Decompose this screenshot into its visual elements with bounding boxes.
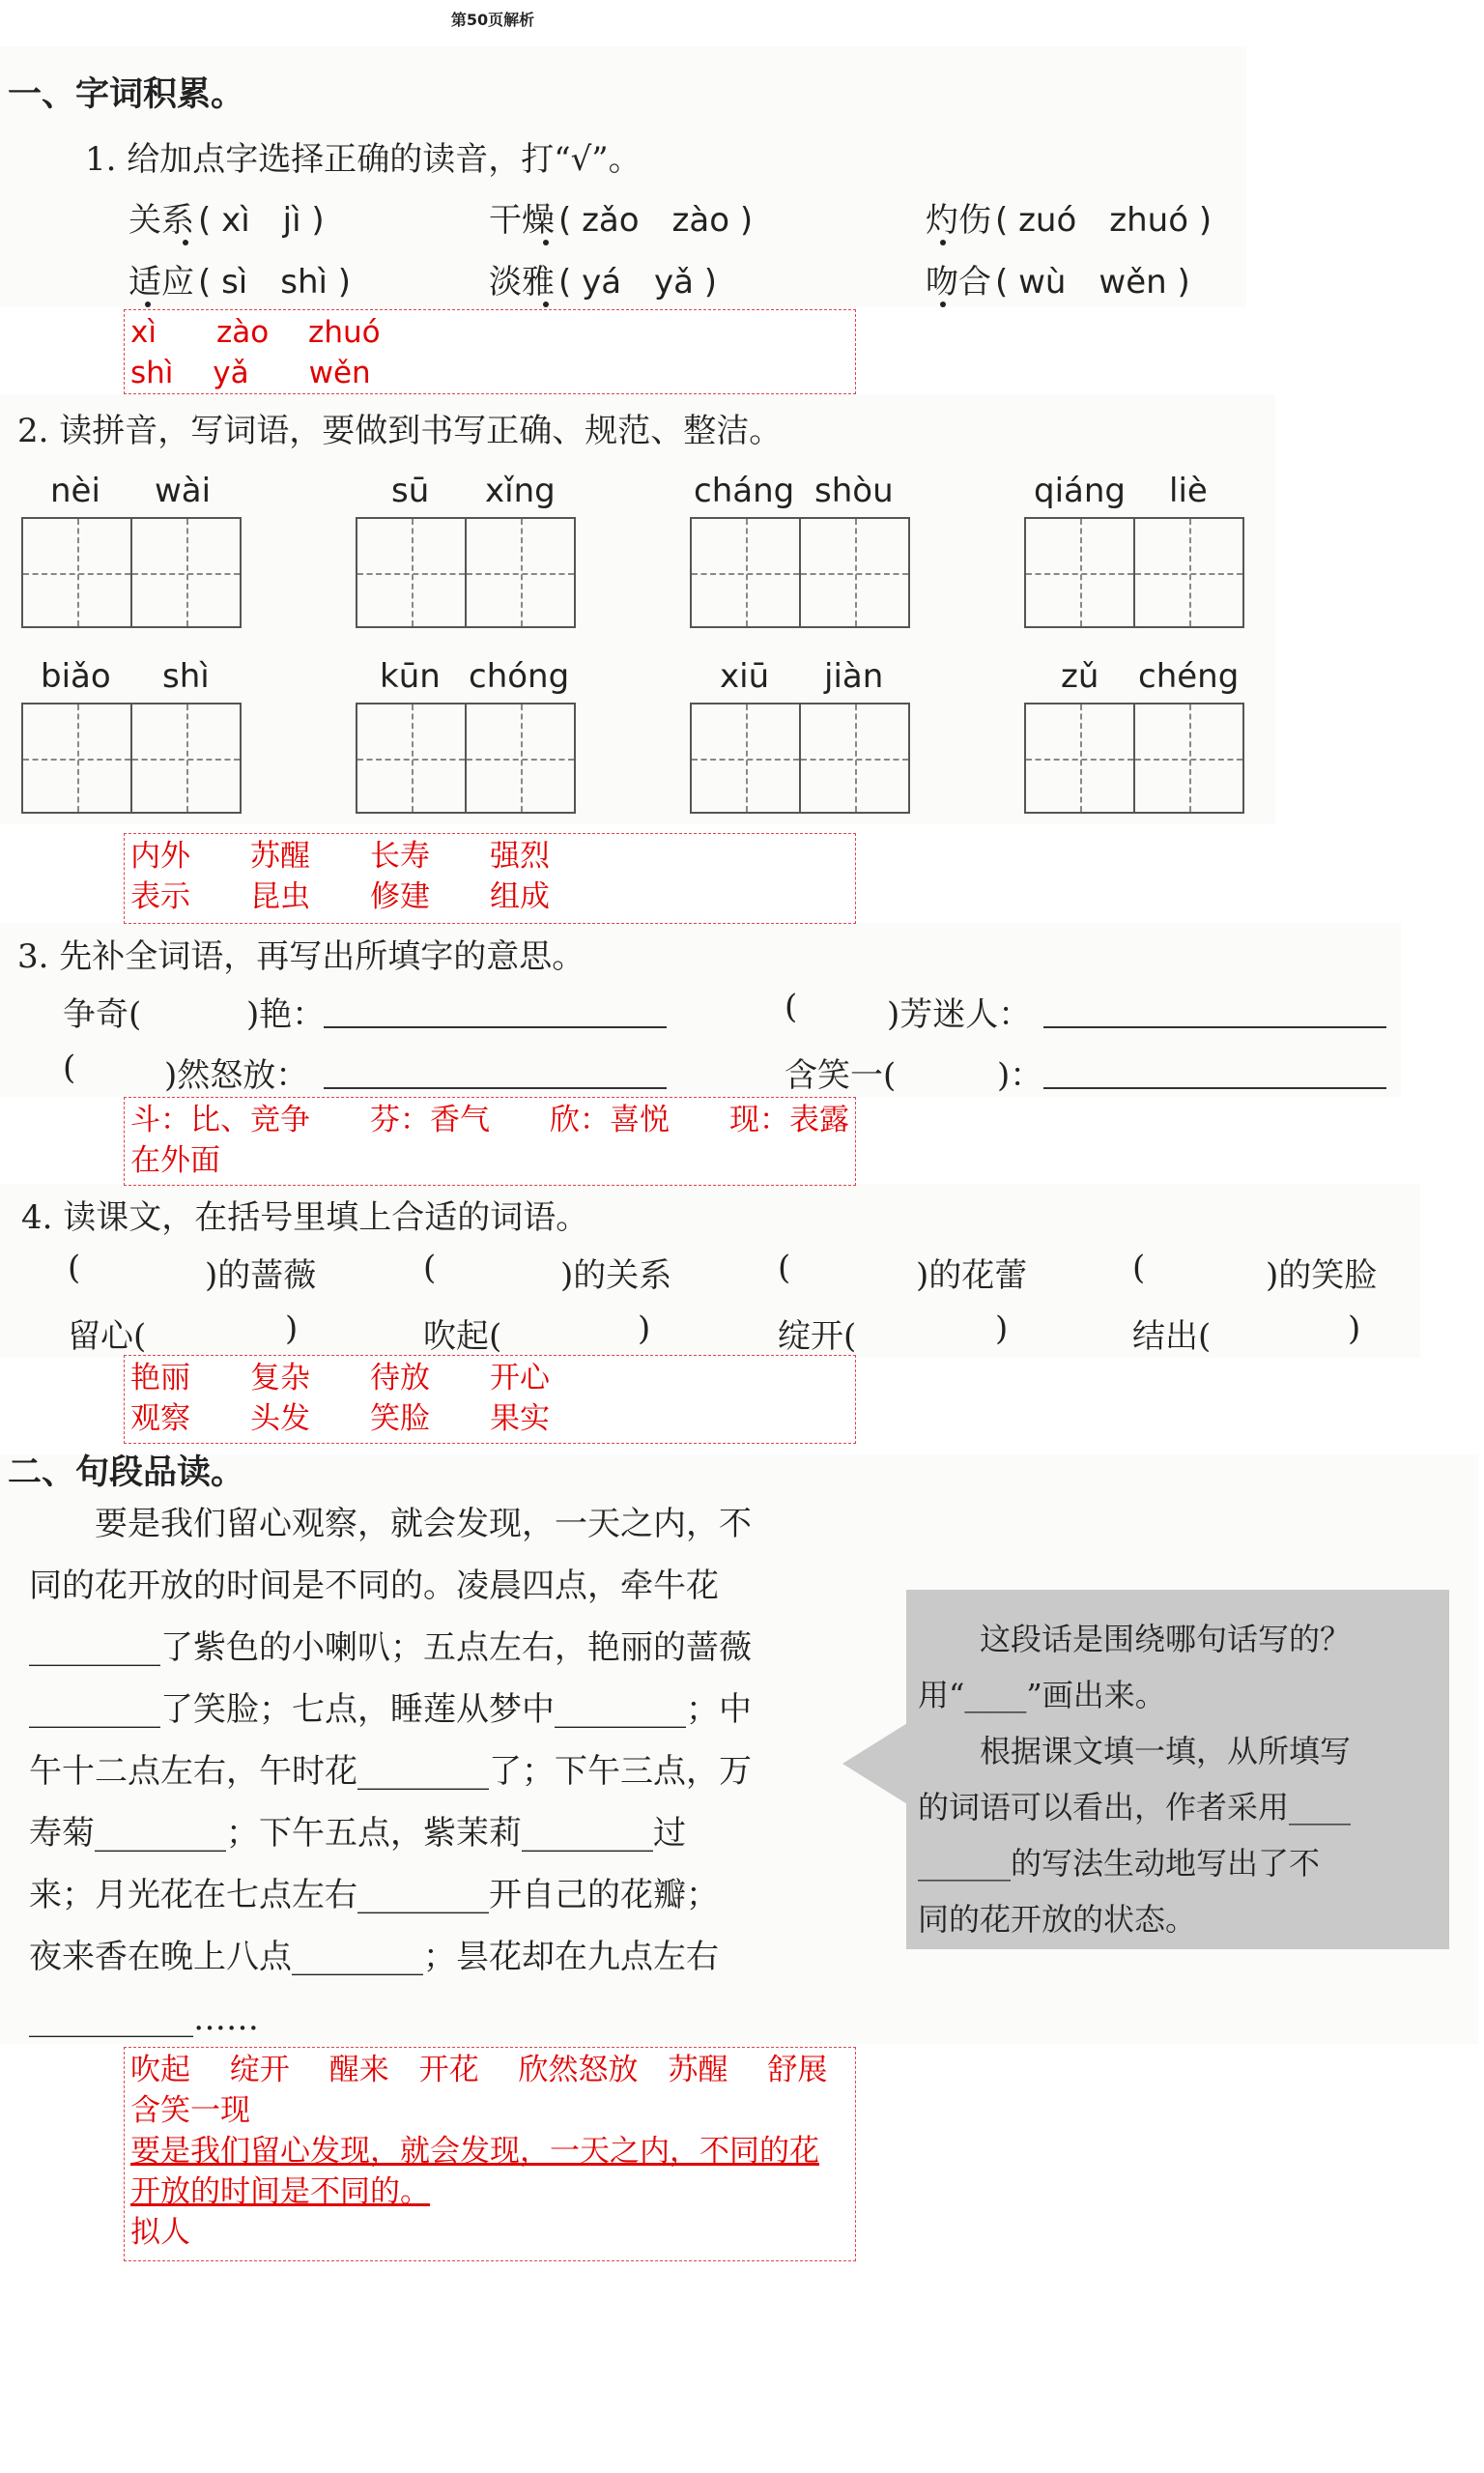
callout-line: 同的花开放的状态。 — [918, 1901, 1197, 1938]
q3-item-before: ( — [63, 1049, 76, 1087]
q4-row1-suffix: )的关系 — [560, 1256, 672, 1295]
q4-answer-box — [124, 1355, 856, 1444]
q3-item-before: ( — [785, 988, 798, 1026]
writing-box[interactable] — [465, 517, 576, 628]
passage-line: __________…… — [29, 1999, 259, 2038]
callout-line: 这段话是围绕哪句话写的？ — [918, 1621, 1352, 1657]
pinyin-label: nèi — [50, 472, 100, 510]
q3-item-after: )芳迷人： — [887, 995, 1032, 1034]
q3-item-before: 争奇( — [63, 995, 142, 1034]
answer-blank[interactable] — [324, 1026, 667, 1028]
emphasis-dot — [543, 302, 549, 307]
q4-row1-text: 的花蕾 — [928, 1256, 1028, 1295]
pinyin-label: xǐng — [485, 472, 556, 510]
q1-item-word: 适应 — [128, 263, 194, 302]
callout-line: 的词语可以看出，作者采用____ — [918, 1789, 1352, 1826]
answer-line: shì yǎ wěn — [130, 356, 371, 390]
writing-box[interactable] — [799, 517, 910, 628]
question-callout — [906, 1590, 1449, 1949]
passage-line: ________了笑脸；七点，睡莲从梦中________；中 — [29, 1690, 752, 1729]
q4-prompt: 4. 读课文，在括号里填上合适的词语。 — [21, 1198, 589, 1237]
bracket-close: ) — [1348, 1309, 1361, 1348]
answer-line: 开放的时间是不同的。 — [130, 2174, 430, 2209]
answer-line: 要是我们留心发现，就会发现，一天之内，不同的花 — [130, 2134, 819, 2169]
passage-line: 午十二点左右，午时花________了；下午三点，万 — [29, 1752, 752, 1791]
writing-box[interactable] — [1024, 517, 1135, 628]
q1-item-word: 淡雅 — [489, 263, 555, 302]
writing-box[interactable] — [356, 703, 467, 814]
pinyin-label: kūn — [380, 657, 441, 696]
emphasis-dot — [940, 240, 946, 245]
pinyin-label: qiáng — [1034, 472, 1126, 510]
pinyin-label: wài — [155, 472, 212, 510]
pinyin-label: zǔ — [1061, 657, 1099, 696]
q1-item-options: ( sì shì ) — [198, 263, 352, 302]
q1-item-options: ( xì jì ) — [198, 201, 325, 240]
pinyin-label: shòu — [814, 472, 894, 510]
writing-box[interactable] — [130, 703, 242, 814]
q1-item-options: ( zuó zhuó ) — [995, 201, 1213, 240]
passage-line: 要是我们留心观察，就会发现，一天之内，不 — [29, 1505, 752, 1543]
q2-prompt: 2. 读拼音，写词语，要做到书写正确、规范、整洁。 — [17, 412, 783, 450]
bracket-close: ) — [995, 1309, 1009, 1348]
writing-box[interactable] — [690, 703, 801, 814]
q1-item-word: 灼伤 — [926, 201, 991, 240]
writing-box[interactable] — [130, 517, 242, 628]
writing-box[interactable] — [21, 517, 132, 628]
writing-box[interactable] — [799, 703, 910, 814]
q1-answer-box — [124, 309, 856, 394]
answer-line: 观察 头发 笑脸 果实 — [130, 1401, 550, 1436]
section-1-title: 一、字词积累。 — [8, 74, 245, 114]
q1-item-options: ( zǎo zào ) — [558, 201, 754, 240]
q4-row2-text: 留心( — [68, 1317, 147, 1356]
bracket-open: ( — [68, 1249, 81, 1287]
q2-answer-box — [124, 833, 856, 924]
bracket-open: ( — [778, 1249, 791, 1287]
q4-row1-text: 的蔷薇 — [217, 1256, 317, 1295]
answer-blank[interactable] — [1043, 1026, 1386, 1028]
q1-item-options: ( wù wěn ) — [995, 263, 1190, 302]
answer-line: xì zào zhuó — [130, 315, 381, 350]
bracket-open: ( — [423, 1249, 437, 1287]
writing-box[interactable] — [690, 517, 801, 628]
q1-item-word: 吻合 — [926, 263, 991, 302]
pinyin-label: liè — [1169, 472, 1208, 510]
writing-box[interactable] — [1133, 517, 1244, 628]
bracket-close: ) — [285, 1309, 299, 1348]
writing-box[interactable] — [1024, 703, 1135, 814]
writing-box[interactable] — [465, 703, 576, 814]
pinyin-label: chóng — [469, 657, 570, 696]
answer-line: 在外面 — [130, 1143, 220, 1178]
pinyin-label: shì — [162, 657, 210, 696]
emphasis-dot — [145, 302, 151, 307]
callout-line: 用“____”画出来。 — [918, 1677, 1166, 1713]
q1-item-word: 关系 — [128, 201, 194, 240]
callout-line: ______的写法生动地写出了不 — [918, 1845, 1321, 1882]
passage-line: 寿菊________；下午五点，紫茉莉________过 — [29, 1814, 686, 1853]
callout-line: 根据课文填一填，从所填写 — [918, 1733, 1352, 1769]
passage-line: 夜来香在晚上八点________；昙花却在九点左右 — [29, 1938, 719, 1976]
pinyin-label: xiū — [720, 657, 770, 696]
q3-answer-box — [124, 1097, 856, 1186]
emphasis-dot — [543, 240, 549, 245]
passage-line: 来；月光花在七点左右________开自己的花瓣； — [29, 1876, 719, 1914]
q4-row2-text: 结出( — [1132, 1317, 1212, 1356]
section-2-answer-box — [124, 2047, 856, 2261]
q4-row1-suffix: )的蔷薇 — [205, 1256, 317, 1295]
emphasis-dot — [940, 302, 946, 307]
q3-item-after: )然怒放： — [164, 1056, 309, 1095]
q4-row2-text: 吹起( — [423, 1317, 502, 1356]
q3-item-after: )艳： — [246, 995, 326, 1034]
reading-passage — [29, 1493, 879, 2050]
q1-item-word: 干燥 — [489, 201, 555, 240]
answer-line: 吹起 绽开 醒来 开花 欣然怒放 苏醒 舒展 — [130, 2053, 828, 2087]
answer-line: 艳丽 复杂 待放 开心 — [130, 1361, 550, 1395]
pinyin-label: cháng — [694, 472, 795, 510]
answer-blank[interactable] — [1043, 1087, 1386, 1089]
passage-line: 同的花开放的时间是不同的。凌晨四点，牵牛花 — [29, 1567, 719, 1605]
answer-line: 内外 苏醒 长寿 强烈 — [130, 839, 550, 874]
q3-item-after: )： — [997, 1056, 1043, 1095]
pinyin-label: biǎo — [41, 657, 111, 696]
answer-line: 表示 昆虫 修建 组成 — [130, 879, 550, 914]
writing-box[interactable] — [21, 703, 132, 814]
writing-box[interactable] — [1133, 703, 1244, 814]
q4-row2-text: 绽开( — [778, 1317, 857, 1356]
q3-prompt: 3. 先补全词语，再写出所填字的意思。 — [17, 937, 585, 976]
q4-row1-text: 的关系 — [573, 1256, 672, 1295]
q4-row1-suffix: )的花蕾 — [916, 1256, 1028, 1295]
bracket-open: ( — [1132, 1249, 1146, 1287]
writing-box[interactable] — [356, 517, 467, 628]
answer-blank[interactable] — [324, 1087, 667, 1089]
q1-item-options: ( yá yǎ ) — [558, 263, 718, 302]
pinyin-label: chéng — [1138, 657, 1240, 696]
q4-row1-text: 的笑脸 — [1278, 1256, 1378, 1295]
q1-prompt: 1. 给加点字选择正确的读音，打“√”。 — [85, 140, 642, 179]
pinyin-label: sū — [391, 472, 430, 510]
bracket-close: ) — [638, 1309, 651, 1348]
answer-line: 含笑一现 — [130, 2093, 250, 2128]
q4-row1-suffix: )的笑脸 — [1266, 1256, 1378, 1295]
answer-line: 斗：比、竞争 芬：香气 欣：喜悦 现：表露 — [130, 1103, 849, 1137]
answer-line: 拟人 — [130, 2215, 190, 2250]
page-header: 第50页解析 — [450, 11, 535, 29]
q3-item-before: 含笑一( — [785, 1056, 897, 1095]
pinyin-label: jiàn — [824, 657, 884, 696]
emphasis-dot — [183, 240, 188, 245]
section-2-title: 二、句段品读。 — [8, 1452, 245, 1492]
passage-line: ________了紫色的小喇叭；五点左右，艳丽的蔷薇 — [29, 1628, 752, 1667]
